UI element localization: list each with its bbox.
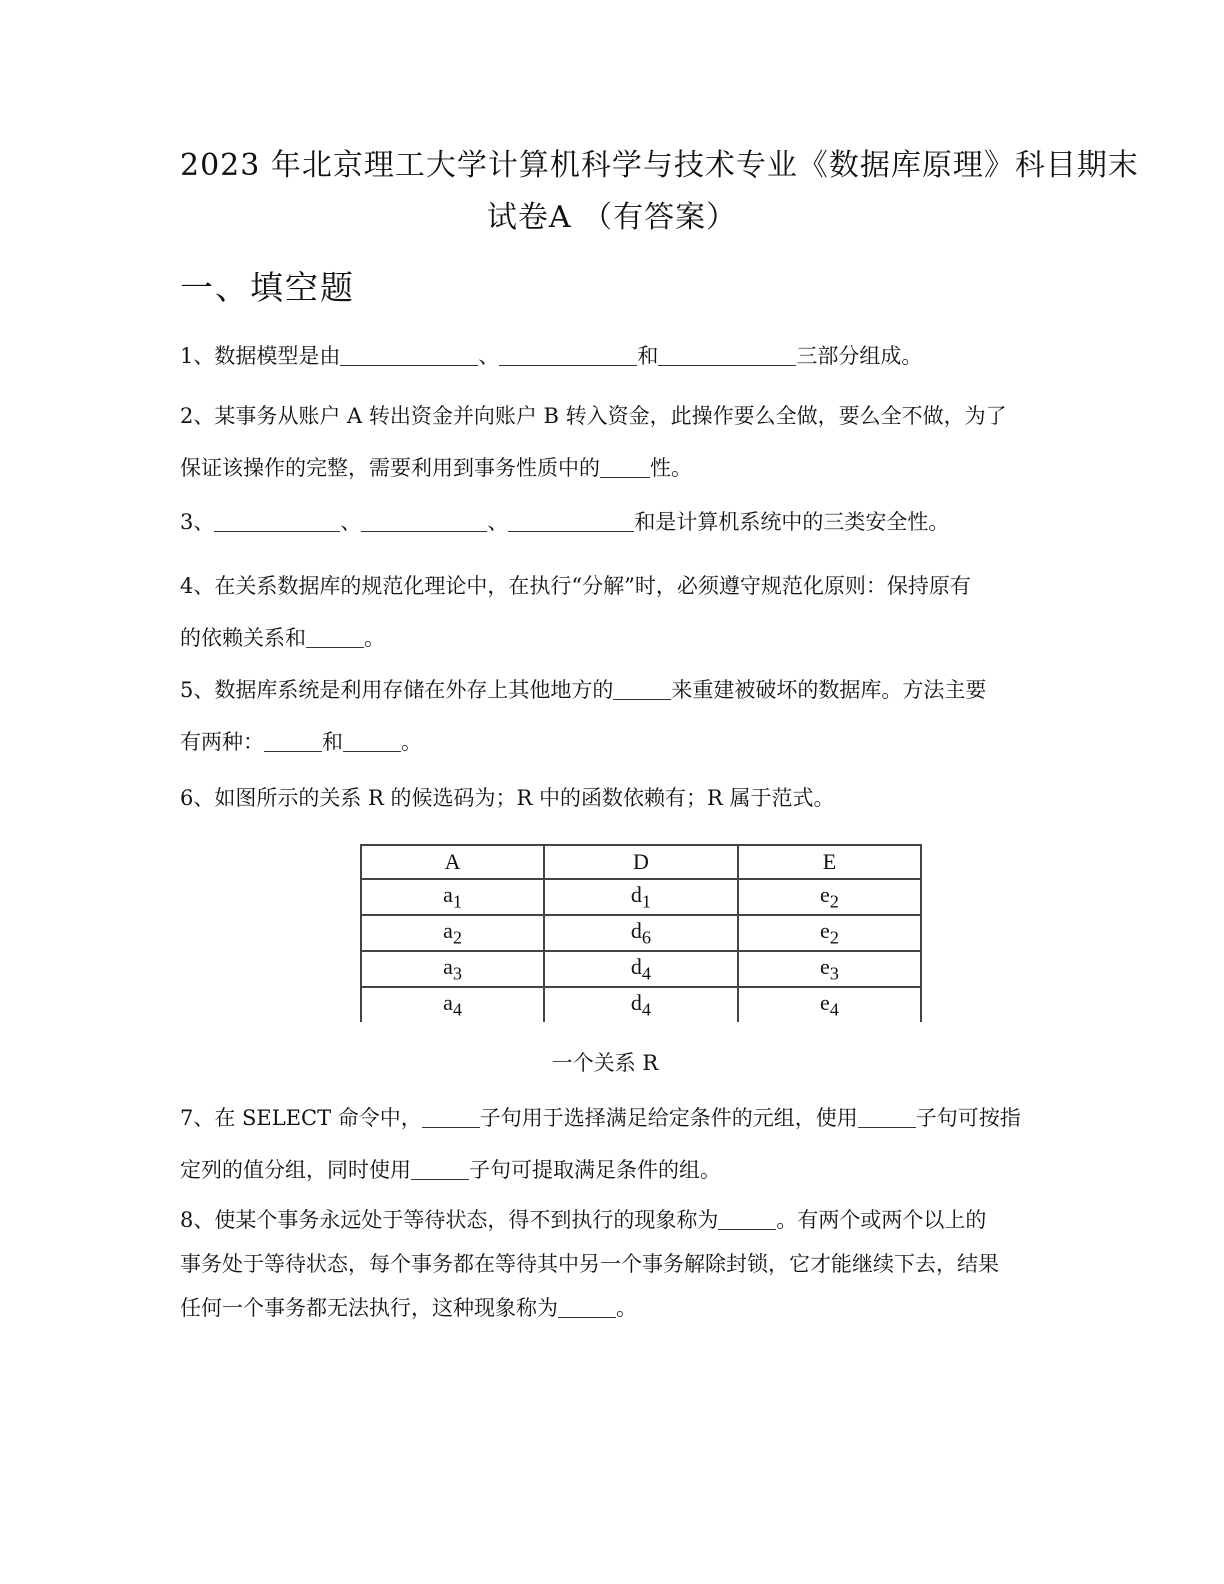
question-text: 、 [340,510,362,534]
document-title-line-1: 2023 年北京理工大学计算机科学与技术专业《数据库原理》科目期末 [180,148,1139,183]
table-row [361,951,921,987]
document-title-line-2: 试卷A （有答案） [486,200,738,235]
question-text: 。 [364,626,385,650]
column-header: A [361,845,544,879]
question-text: 和 [322,730,343,754]
question-text: 2、某事务从账户 A 转出资金并向账户 B 转入资金，此操作要么全做，要么全不做，为了 [180,404,1007,428]
question-text: 6、如图所示的关系 R 的候选码为；R 中的函数依赖有；R 属于范式。 [180,786,835,810]
table-cell: $e_2$ [738,879,921,915]
answer-blank[interactable] [858,1107,916,1128]
table-row [361,915,921,951]
table-cell: $e_3$ [738,951,921,987]
question-3 [180,496,1050,548]
question-text: 子句可提取满足条件的组。 [469,1158,721,1182]
question-2 [180,390,1050,494]
column-header: E [738,845,921,879]
question-7 [180,1092,1050,1196]
answer-blank[interactable] [214,511,340,532]
answer-blank[interactable] [422,1107,480,1128]
table-cell: $d_4$ [544,987,738,1022]
question-5 [180,664,1050,768]
table-cell: $a_3$ [361,951,544,987]
question-text: 。 [616,1296,637,1320]
answer-blank[interactable] [558,1297,616,1318]
answer-blank[interactable] [361,511,487,532]
answer-blank[interactable] [718,1209,776,1230]
answer-blank[interactable] [343,731,401,752]
question-text: 3、 [180,510,215,534]
question-text: 任何一个事务都无法执行，这种现象称为 [180,1296,558,1320]
question-text: 和是计算机系统中的三类安全性。 [634,510,950,534]
question-8 [180,1198,1050,1330]
table-cell: $a_1$ [361,879,544,915]
column-header: D [544,845,738,879]
question-text: 、 [478,344,500,368]
relation-r-table [360,844,922,1022]
question-text: 。有两个或两个以上的 [776,1208,987,1232]
answer-blank[interactable] [499,345,637,366]
question-text: 事务处于等待状态，每个事务都在等待其中另一个事务解除封锁，它才能继续下去，结果 [180,1252,999,1276]
question-4 [180,560,1050,664]
question-text: 子句用于选择满足给定条件的元组，使用 [479,1106,858,1130]
answer-blank[interactable] [340,345,478,366]
table-cell: $d_6$ [544,915,738,951]
question-text: 。 [401,730,422,754]
answer-blank[interactable] [411,1159,469,1180]
answer-blank[interactable] [508,511,634,532]
question-text: 、 [487,510,509,534]
table-header-row [361,845,921,879]
table-row [361,987,921,1022]
table-cell: $d_1$ [544,879,738,915]
answer-blank[interactable] [264,731,322,752]
question-text: 有两种： [180,730,264,754]
answer-blank[interactable] [600,457,650,478]
table-row [361,879,921,915]
question-text: 的依赖关系和 [180,626,306,650]
table-cell: $a_2$ [361,915,544,951]
table-cell: $d_4$ [544,951,738,987]
table-caption: 一个关系 R [551,1051,659,1075]
question-text: 定列的值分组，同时使用 [180,1158,411,1182]
question-text: 保证该操作的完整，需要利用到事务性质中的 [180,456,600,480]
question-text: 1、数据模型是由 [180,344,341,368]
table-cell: $e_2$ [738,915,921,951]
question-text: 子句可按指 [915,1106,1021,1130]
question-text: 5、数据库系统是利用存储在外存上其他地方的 [180,678,614,702]
question-text: 8、使某个事务永远处于等待状态，得不到执行的现象称为 [180,1208,719,1232]
answer-blank[interactable] [658,345,796,366]
section-heading: 一、填空题 [180,268,355,307]
question-text: 7、在 SELECT 命令中， [180,1106,422,1130]
table-cell: $a_4$ [361,987,544,1022]
table-cell: $e_4$ [738,987,921,1022]
answer-blank[interactable] [306,627,364,648]
question-text: 三部分组成。 [796,344,923,368]
question-text: 来重建被破坏的数据库。方法主要 [671,678,987,702]
question-text: 和 [637,344,659,368]
question-text: 4、在关系数据库的规范化理论中，在执行“分解”时，必须遵守规范化原则：保持原有 [180,574,971,598]
question-text: 性。 [650,456,692,480]
question-1 [180,330,1050,382]
answer-blank[interactable] [613,679,671,700]
question-6 [180,772,1050,824]
